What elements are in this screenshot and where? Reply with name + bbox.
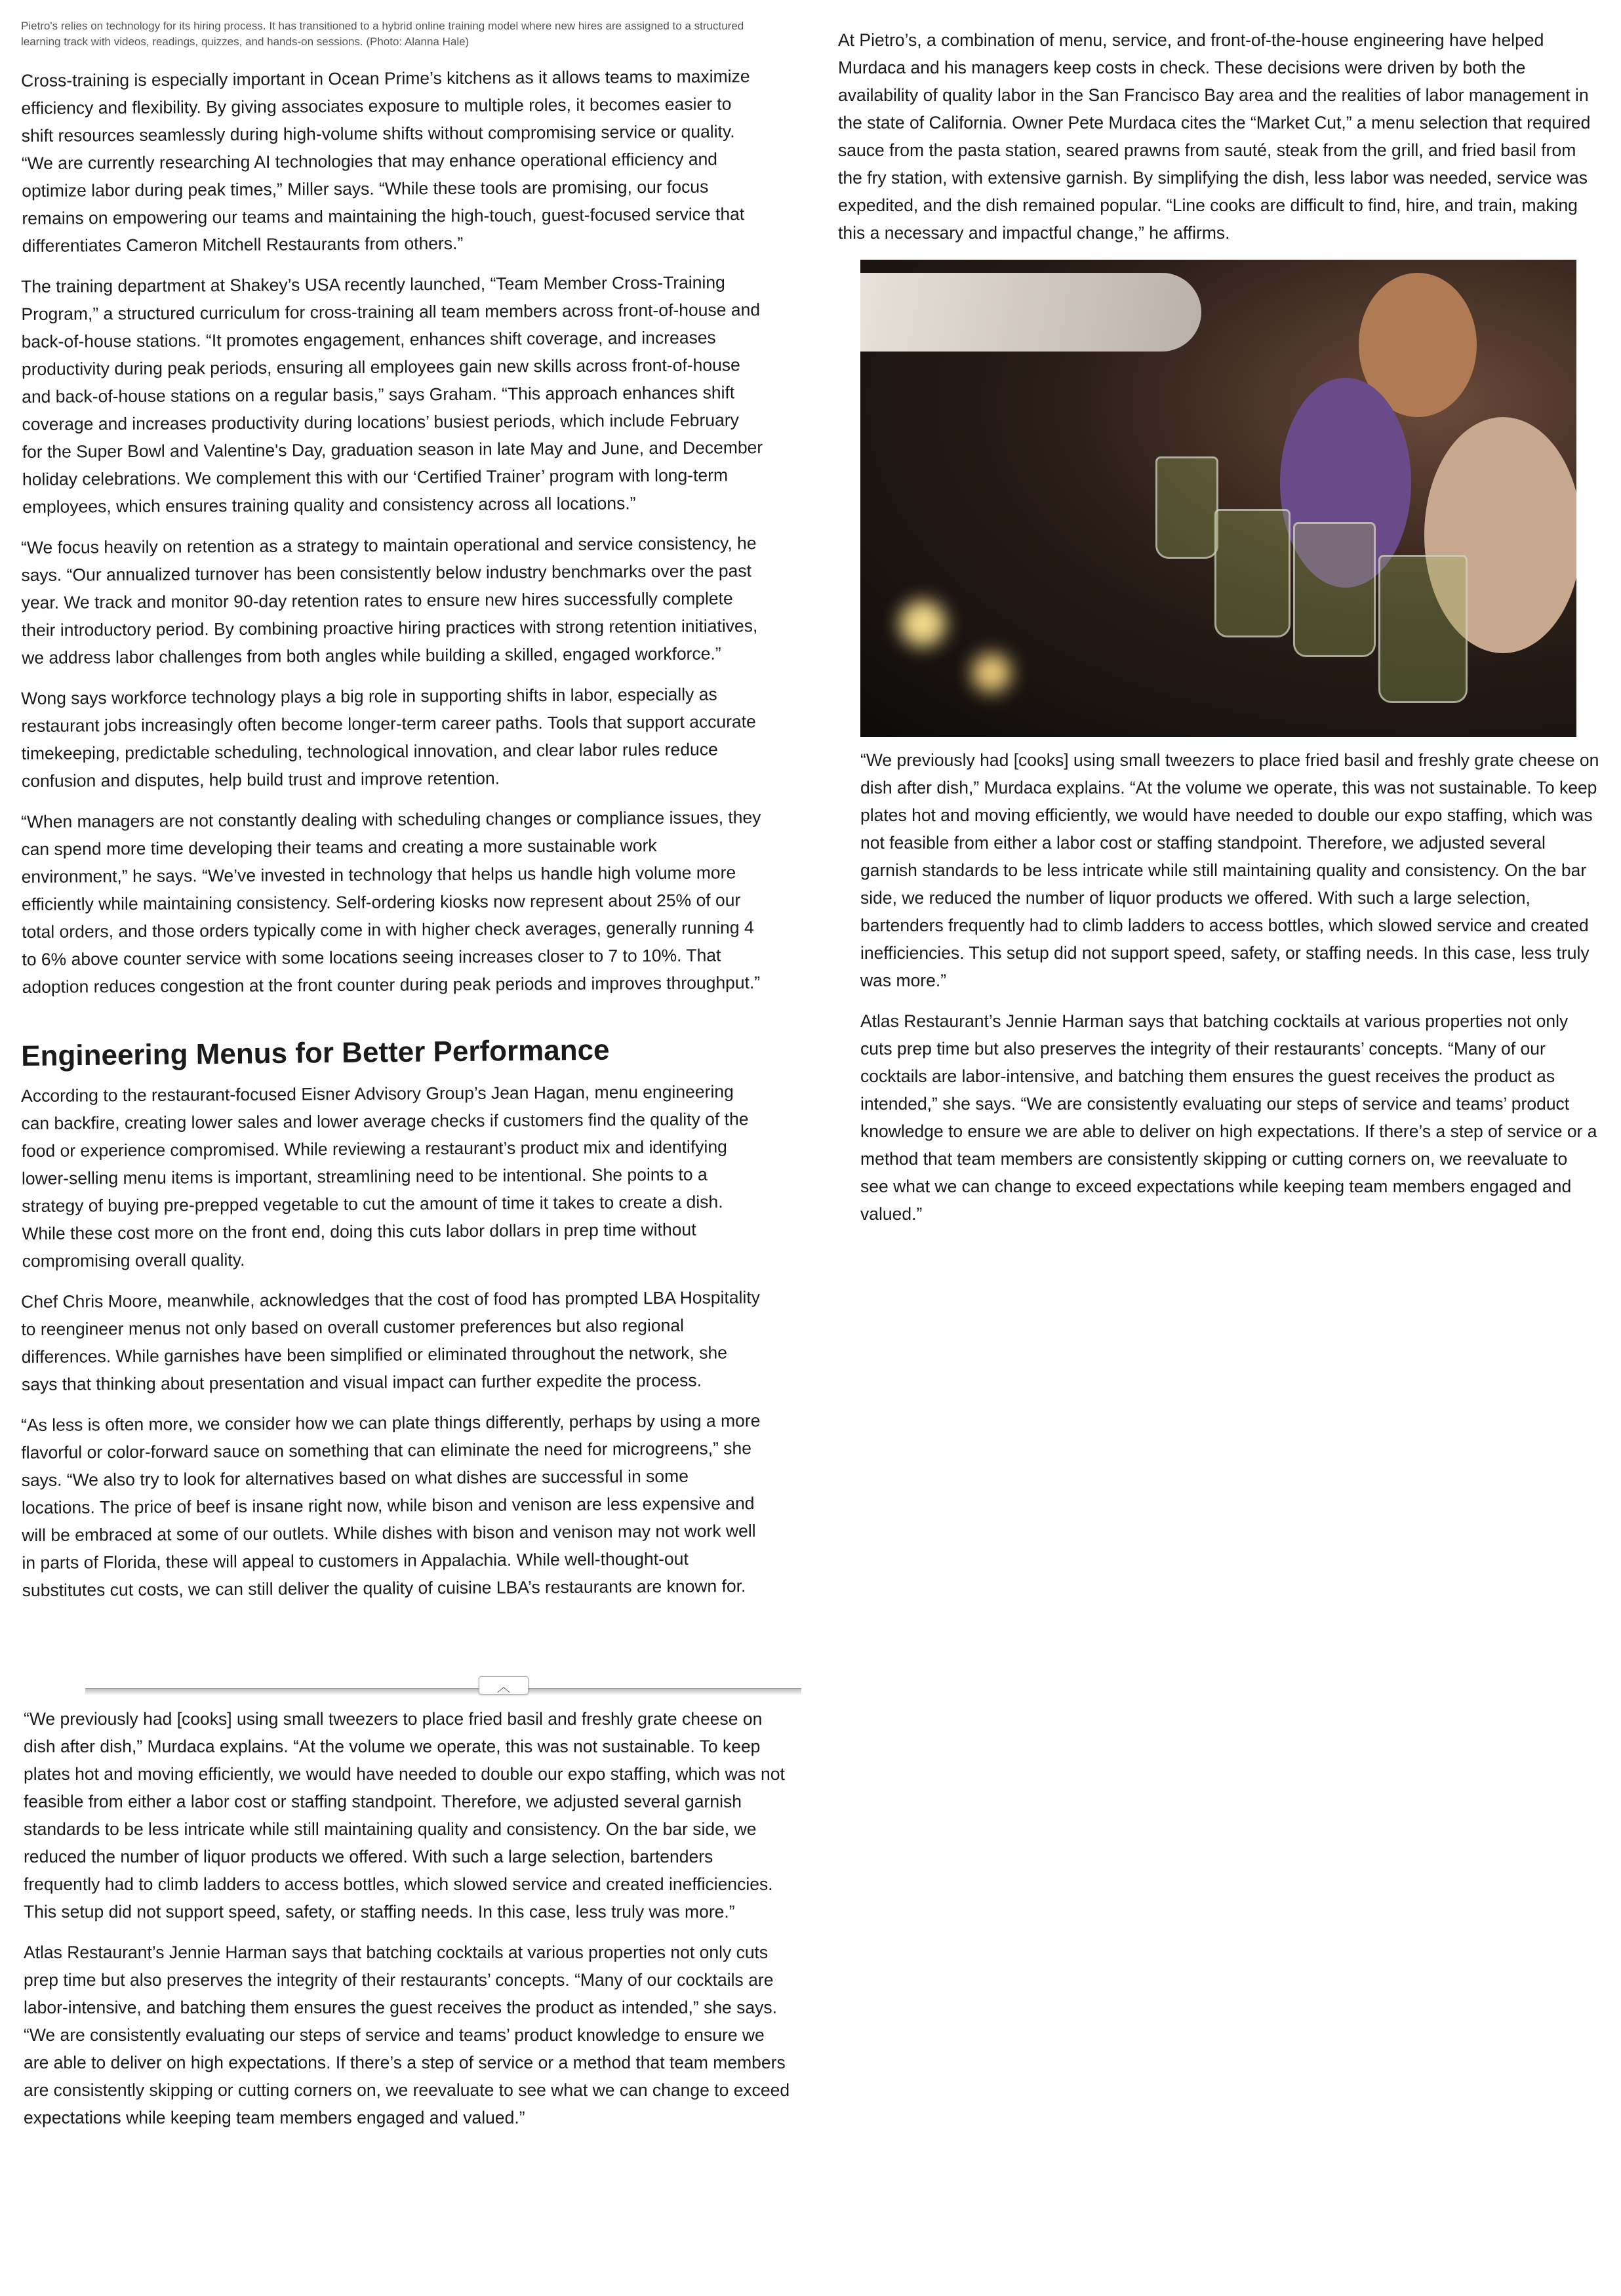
article-paragraph: Atlas Restaurant’s Jennie Harman says that batching cocktails at various properties not only cuts prep time but also preserves the integrity of their restaurants’ concepts. “Many of our cocktails are labor-intensive, and batching them ensures the guest receives the product as intended,” she says. “We are consistently evaluating our steps of service and teams’ product knowledge to ensure we are able to deliver on high expectations. If there’s a step of service or a method that team members are consistently skipping or cutting corners on, we reevaluate to see what we can change to exceed expectations while keeping team members engaged and valued.”: [24, 1943, 790, 2127]
right-column: [838, 26, 1600, 1241]
article-paragraph: “We previously had [cooks] using small tweezers to place fried basil and freshly grate cheese on dish after dish,” Murdaca explains. “At the volume we operate, this was not sustainable. To keep plates hot and moving efficiently, we would have needed to double our expo staffing, which was not feasible from either a labor cost or staffing standpoint. Therefore, we adjusted several garnish standards to be less intricate while still maintaining quality and consistency. On the bar side, we reduced the number of liquor products we offered. With such a large selection, bartenders frequently had to climb ladders to access bottles, which slowed service and created inefficiencies. This setup did not support speed, safety, or staffing needs. In this case, less truly was more.”: [860, 750, 1599, 990]
bar-cocktail-photo: [860, 260, 1576, 737]
quote-block: [860, 746, 1600, 1228]
article-paragraph: “When managers are not constantly dealing with scheduling changes or compliance issues, they can spend more time developing their teams and creating a more sustainable work environment,” he says. “We’ve invested in technology that helps us handle high volume more efficiently while maintaining consistency. Self-ordering kiosks now represent about 25% of our total orders, and those orders typically come in with higher check averages, generally running 4 to 6% above counter service with some locations seeing increases closer to 7 to 10%. That adoption reduces congestion at the front counter during peak periods and improves throughput.”: [21, 807, 761, 997]
article-paragraph: Wong says workforce technology plays a big role in supporting shifts in labor, especially as restaurant jobs increasingly often become longer-term career paths. Tools that support accurate timekeeping, predictable scheduling, technological innovation, and clear labor rules reduce confusion and disputes, help build trust and improve retention.: [21, 684, 756, 791]
page-fold-divider: [85, 1688, 801, 1695]
article-paragraph: At Pietro’s, a combination of menu, service, and front-of-the-house engineering have helped Murdaca and his managers keep costs in check. These decisions were driven by both the availability of quality labor in the San Francisco Bay area and the realities of labor management in the state of California. Owner Pete Murdaca cites the “Market Cut,” a menu selection that required sauce from the pasta station, seared prawns from sauté, steak from the grill, and fried basil from the fry station, with extensive garnish. By simplifying the dish, less labor was needed, service was expedited, and the dish remained popular. “Line cooks are difficult to find, hire, and train, making this a necessary and impactful change,” he affirms.: [838, 30, 1591, 243]
cocktail-glass: [1214, 509, 1291, 637]
article-paragraph: “We previously had [cooks] using small tweezers to place fried basil and freshly grate cheese on dish after dish,” Murdaca explains. “At the volume we operate, this was not sustainable. To keep plates hot and moving efficiently, we would have needed to double our expo staffing, which was not feasible from either a labor cost or staffing standpoint. Therefore, we adjusted several garnish standards to be less intricate while still maintaining quality and consistency. On the bar side, we reduced the number of liquor products we offered. With such a large selection, bartenders frequently had to climb ladders to access bottles, which slowed service and created inefficiencies. This setup did not support speed, safety, or staffing needs. In this case, less truly was more.”: [24, 1709, 785, 1922]
chevron-up-icon: ︿: [497, 1680, 510, 1695]
left-column: [21, 18, 762, 1617]
photo-caption: Pietro's relies on technology for its hiring process. It has transitioned to a hybrid online training model where new hires are assigned to a structured learning track with videos, readings, quizzes, and hands-on sessions. (Photo: Alanna Hale): [21, 20, 744, 48]
article-paragraph: According to the restaurant-focused Eisner Advisory Group’s Jean Hagan, menu engineering can backfire, creating lower sales and lower average checks if customers find the quality of the food or experience compromised. While reviewing a restaurant’s product mix and identifying lower-selling menu items is important, streamlining need to be intentional. She points to a strategy of buying pre-prepped vegetable to cut the amount of time it takes to create a dish. While these cost more on the front end, doing this cuts labor dollars in prep time without compromising overall quality.: [21, 1081, 749, 1271]
bottom-duplicate-section: [24, 1705, 791, 2145]
cocktail-glass: [1155, 456, 1218, 559]
bokeh-light: [900, 601, 946, 647]
article-paragraph: Chef Chris Moore, meanwhile, acknowledges that the cost of food has prompted LBA Hospitality to reengineer menus not only based on overall customer preferences but also regional differences. While garnishes have been simplified or eliminated throughout the network, she says that thinking about presentation and visual impact can further expedite the process.: [21, 1287, 761, 1394]
collapse-toggle-button[interactable]: [479, 1676, 529, 1695]
article-paragraph: The training department at Shakey’s USA recently launched, “Team Member Cross-Training Program,” a structured curriculum for cross-training all team members across front-of-house and back-of-house stations. “It promotes engagement, enhances shift coverage, and increases productivity during peak periods, ensuring all employees gain new skills across front-of-house and back-of-house stations on a regular basis,” says Graham. “This approach enhances shift coverage and increases productivity during locations’ busiest periods, which include February for the Super Bowl and Valentine's Day, graduation season in late May and June, and December holiday celebrations. We complement this with our ‘Certified Trainer’ program with long-term employees, which ensures training quality and consistency across all locations.”: [21, 272, 763, 517]
cocktail-glass: [1378, 555, 1468, 703]
article-paragraph: Cross-training is especially important in Ocean Prime’s kitchens as it allows teams to maximize efficiency and flexibility. By giving associates exposure to multiple roles, it becomes easier to shift resources seamlessly during high-volume shifts without compromising service or quality. “We are currently researching AI technologies that may enhance operational efficiency and optimize labor during peak times,” Miller says. “While these tools are promising, our focus remains on empowering our teams and maintaining the high-touch, guest-focused service that differentiates Cameron Mitchell Restaurants from others.”: [21, 66, 750, 256]
bokeh-light: [972, 653, 1011, 693]
article-paragraph: “As less is often more, we consider how we can plate things differently, perhaps by using a more flavorful or color-forward sauce on something that can eliminate the need for microgreens,” she says. “We also try to look for alternatives based on what dishes are successful in some locations. The price of beef is insane right now, while bison and venison are less expensive and will be embraced at some of our outlets. While dishes with bison and venison may not work well in parts of Florida, these will appeal to customers in Appalachia. While well-thought-out substitutes cut costs, we can still deliver the quality of cuisine LBA’s restaurants are known for.: [21, 1411, 761, 1600]
article-paragraph: Atlas Restaurant’s Jennie Harman says that batching cocktails at various properties not only cuts prep time but also preserves the integrity of their restaurants’ concepts. “Many of our cocktails are labor-intensive, and batching them ensures the guest receives the product as intended,” she says. “We are consistently evaluating our steps of service and teams’ product knowledge to ensure we are able to deliver on high expectations. If there’s a step of service or a method that team members are consistently skipping or cutting corners on, we reevaluate to see what we can change to exceed expectations while keeping team members engaged and valued.”: [860, 1011, 1597, 1224]
cocktail-glass: [1293, 522, 1376, 657]
section-heading: Engineering Menus for Better Performance: [21, 1034, 610, 1072]
article-paragraph: “We focus heavily on retention as a strategy to maintain operational and service consistency, he says. “Our annualized turnover has been consistently below industry benchmarks over the past year. We track and monitor 90-day retention rates to ensure new hires successfully complete their introductory period. By combining proactive hiring practices with strong retention initiatives, we address labor challenges from both angles while building a skilled, engaged workforce.”: [21, 533, 758, 668]
bartender-arm: [860, 273, 1201, 352]
